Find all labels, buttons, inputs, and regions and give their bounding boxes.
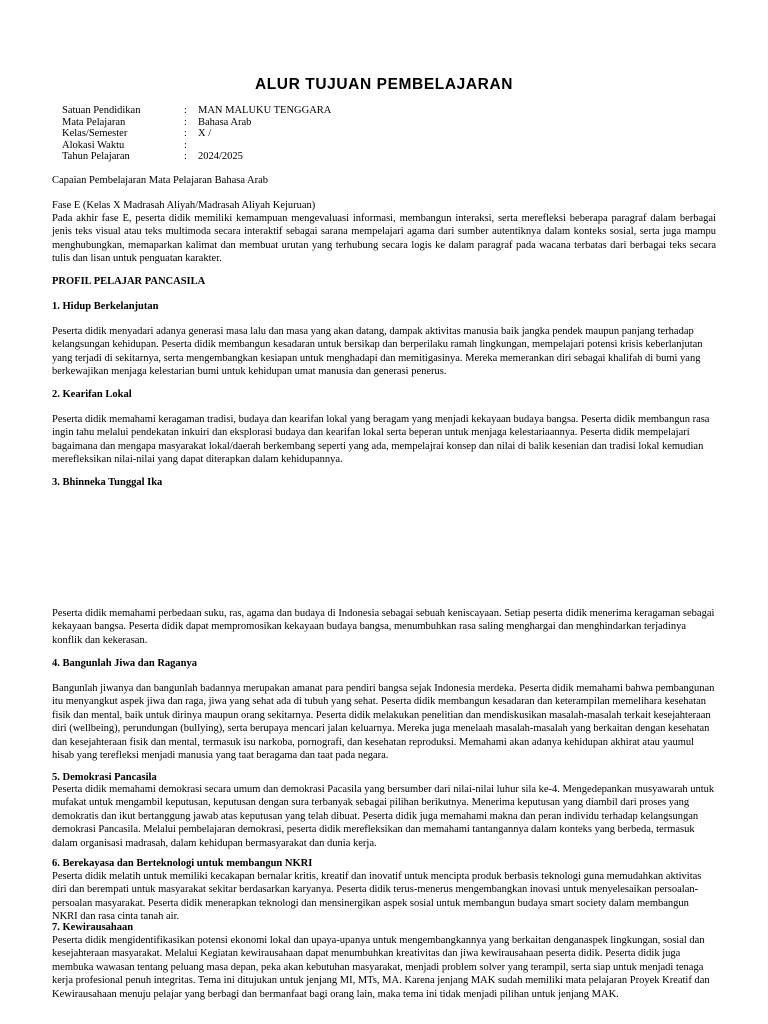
meta-value: Bahasa Arab xyxy=(198,116,252,128)
section-paragraph-6: Peserta didik melatih untuk memiliki kecakapan bernalar kritis, kreatif dan inovatif untuk mencipta produk berbasis teknologi guna memudahkan aktivitas diri dan berempati untuk masyarakat sekitar berdasarkan karyanya. Peserta didik terus-menerus mengembangkan inovasi untuk menyelesaikan persoalan-persoalan masyarakat. Peserta didik menerapkan teknologi dan mensinergikan aspek sosial untuk membangun budaya smart society dalam membangun NKRI dan rasa cinta tanah air. xyxy=(52,871,702,923)
meta-label: Kelas/Semester xyxy=(62,128,128,139)
section-heading-2: 2. Kearifan Lokal xyxy=(52,389,132,400)
meta-row-satuan xyxy=(62,105,498,117)
meta-colon: : xyxy=(184,151,187,162)
meta-row-mapel xyxy=(62,117,498,129)
section-heading-1: 1. Hidup Berkelanjutan xyxy=(52,301,159,312)
section-paragraph-1: Peserta didik menyadari adanya generasi masa lalu dan masa yang akan datang, dampak aktivitas manusia baik jangka pendek maupun panjang terhadap kelangsungan kehidupan. Peserta didik membangun kesadaran untuk bersikap dan berperilaku ramah lingkungan, mempelajari potensi krisis keberlanjutan yang terjadi di sekitarnya, serta mengembangkan kesiapan untuk menghadapi dan memitigasinya. Mereka memerankan diri sebagai khalifah di bumi yang berkewajikan menjaga kelestarian bumi untuk kehidupan umat manusia dan generasi penerus. xyxy=(52,326,703,378)
section-paragraph-2: Peserta didik memahami keragaman tradisi, budaya dan kearifan lokal yang beragam yang menjadi kekayaan budaya bangsa. Peserta didik membangun rasa ingin tahu melalui pendekatan inkuiri dan eksplorasi budaya dan kearifan lokal serta beperan untuk menjaga kelestariaannya. Peserta didik mempelajari bagaimana dan mengapa masyarakat lokal/daerah berkembang seperti yang ada, mempelajrai konsep dan nilai di balik kesenian dan tradisi lokal kemudian merefleksikan nilai-nilai yang dapat diterapkan dalam kehidupannya. xyxy=(52,414,710,466)
meta-colon: : xyxy=(184,128,187,139)
meta-label: Mata Pelajaran xyxy=(62,116,126,128)
meta-value: X / xyxy=(198,128,212,139)
section-heading-7: 7. Kewirausahaan xyxy=(52,922,134,933)
cp-heading: Capaian Pembelajaran Mata Pelajaran Bahasa Arab xyxy=(52,175,269,186)
meta-label: Tahun Pelajaran xyxy=(62,151,130,162)
fase-heading: Fase E (Kelas X Madrasah Aliyah/Madrasah Aliyah Kejuruan) xyxy=(52,200,316,211)
fase-paragraph: Pada akhir fase E, peserta didik memiliki kemampuan mengevaluasi informasi, membangun interaksi, serta merefleksi beberapa paragraf dalam berbagai jenis teks visual atau teks multimoda secara interaktif sebagai sarana mempelajari agama dari sumber autentiknya dalam konteks sosial, serta juga mampu menghubungkan, memaparkan kalimat dan membuat urutan yang terhubung secara logis ke dalam paragraf pada wacana terbatas dari berbagai teks secara tulis dan lisan untuk penguatan karakter. xyxy=(52,213,716,265)
meta-value: MAN MALUKU TENGGARA xyxy=(198,105,332,116)
section-paragraph-7: Peserta didik mengidentifikasikan potensi ekonomi lokal dan upaya-upanya untuk mengembangkannya yang berkaitan denganaspek lingkungan, sosial dan kesejahteraan masyarakat. Melalui Kegiatan kewirausahaan dapat menumbuhkan kreativitas dan jiwa kewirausahaan peserta didik. Peserta didik juga membuka wawasan tentang peluang masa depan, peka akan kebutuhan masyarakat, menjadi problem solver yang terampil, serta siap untuk menjadi tenaga kerja profesional penuh integritas. Tema ini ditujukan untuk jenjang MI, MTs, MA. Karena jenjang MAK sudah memiliki mata pelajaran Proyek Kreatif dan Kewirausahaan menuju pelajar yang berbagi dan bermanfaat bagi orang lain, maka tema ini tidak menjadi pilihan untuk jenjang MAK. xyxy=(52,935,710,1000)
meta-colon: : xyxy=(184,116,187,128)
section-paragraph-3: Peserta didik memahami perbedaan suku, ras, agama dan budaya di Indonesia sebagai sebuah keniscayaan. Setiap peserta didik menerima keragaman sebagai kekayaan bangsa. Peserta didik dapat mempromosikan kekayaan budaya bangsa, menumbuhkan rasa saling menghargai dan menghindarkan terjadinya konflik dan kekerasan. xyxy=(52,608,715,646)
section-paragraph-5: Peserta didik memahami demokrasi secara umum dan demokrasi Pacasila yang bersumber dari nilai-nilai luhur sila ke-4. Mengedepankan musyawarah untuk mufakat untuk mengambil keputusan, keputusan dengan sura terbanyak sebagai pilihan berikutnya. Menerima keputusan yang diambil dari proses yang demokratis dan ikut bertanggung jawab atas keputusan yang telah dibuat. Peserta didik juga memahami makna dan peran individu terhadap kelangsungan demokrasi Pancasila. Melalui pembelajaran demokrasi, peserta didik merefleksikan dan memahami tantangannya dalam konteks yang berbeda, termasuk dalam organisasi madrasah, dalam kehidupan bermasyarakat dan dunia kerja. xyxy=(52,784,715,849)
meta-row-tahun xyxy=(62,151,498,163)
section-heading-3: 3. Bhinneka Tunggal Ika xyxy=(52,477,163,488)
meta-value xyxy=(198,140,498,152)
meta-label: Satuan Pendidikan xyxy=(62,105,141,116)
meta-row-kelas xyxy=(62,128,498,140)
section-paragraph-4: Bangunlah jiwanya dan bangunlah badannya merupakan amanat para pendiri bangsa sejak Indonesia merdeka. Peserta didik memahami bahwa pembangunan itu menyangkut aspek jiwa dan raga, jiwa yang sehat ada di tubuh yang sehat. Peserta didik membangun kesadaran dan keterampilan memelihara kesehatan fisik dan mental, baik untuk dirinya maupun orang sekitarnya. Peserta didik melakukan penelitian dan mendiskusikan masalah-masalah terkait kesejahteraan diri (wellbeing), perundungan (bullying), serta berupaya mencari jalan keluarnya. Mereka juga menelaah masalah-masalah yang berkaitan dengan kesehatan dan kesejahteraan fisik dan mental, termasuk isu narkoba, pornografi, dan kesehatan reproduksi. Memahami akan adanya kehidupan akhirat atau yaumul hisab yang terefleksi menjadi manusia yang taat beragama dan taat pada negara. xyxy=(52,683,715,762)
meta-row-alokasi xyxy=(62,140,498,152)
meta-label: Alokasi Waktu xyxy=(62,139,125,151)
document-title: ALUR TUJUAN PEMBELAJARAN xyxy=(254,76,514,93)
profil-heading: PROFIL PELAJAR PANCASILA xyxy=(52,276,206,287)
meta-value: 2024/2025 xyxy=(198,151,243,162)
section-heading-4: 4. Bangunlah Jiwa dan Raganya xyxy=(52,658,198,669)
meta-colon: : xyxy=(184,139,187,151)
meta-colon: : xyxy=(184,105,187,116)
section-heading-6: 6. Berekayasa dan Berteknologi untuk membangun NKRI xyxy=(52,858,313,869)
identity-table xyxy=(62,105,498,163)
section-heading-5: 5. Demokrasi Pancasila xyxy=(52,772,157,783)
